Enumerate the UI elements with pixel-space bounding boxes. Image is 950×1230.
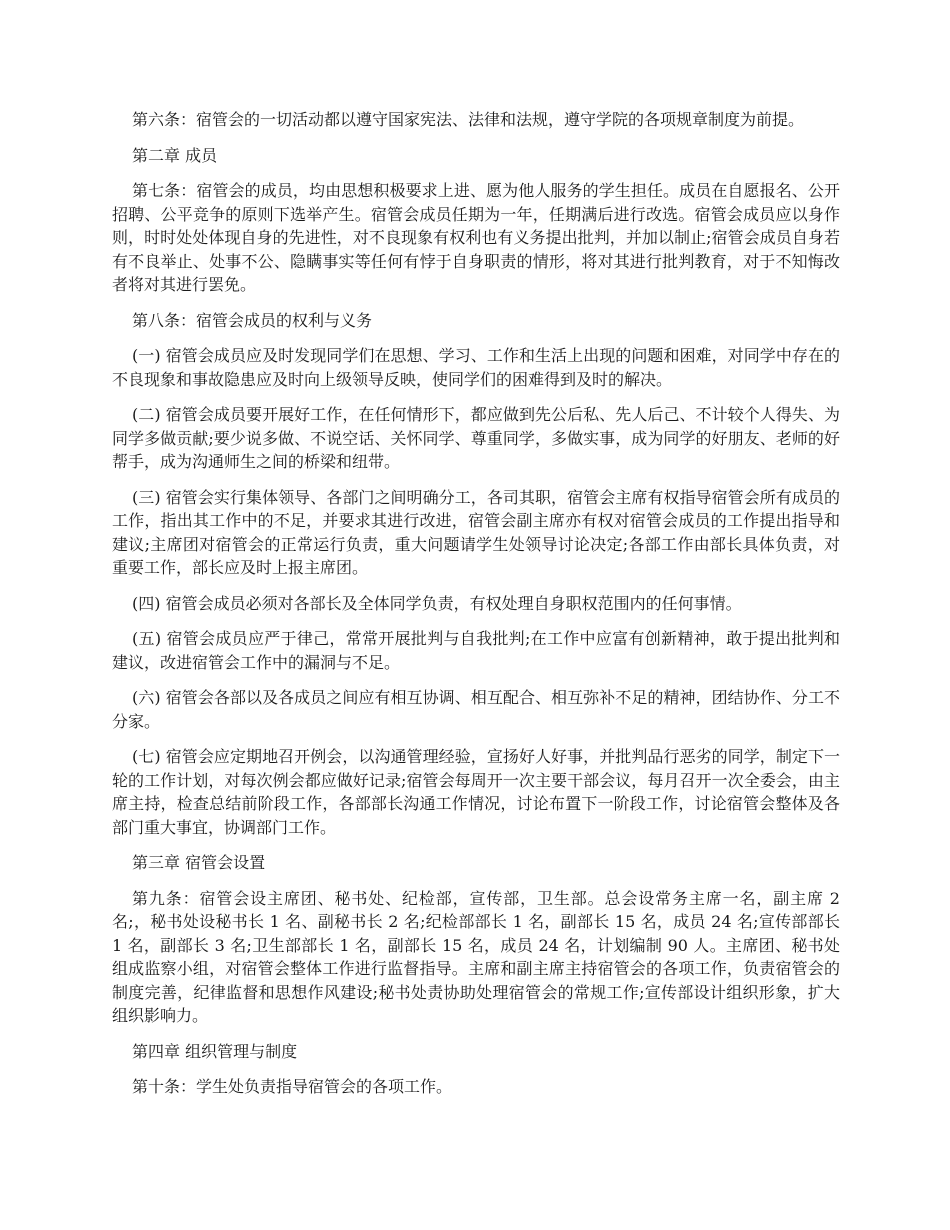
article-6-paragraph: 第六条：宿管会的一切活动都以遵守国家宪法、法律和法规，遵守学院的各项规章制度为前提。 [132, 110, 805, 129]
article-10-paragraph: 第十条：学生处负责指导宿管会的各项工作。 [132, 1077, 453, 1096]
clause-5-paragraph: (五) 宿管会成员应严于律己，常常开展批判与自我批判;在工作中应富有创新精神，敢于提出批判和建议，改进宿管会工作中的漏洞与不足。 [112, 629, 840, 672]
article-8-heading: 第八条：宿管会成员的权利与义务 [132, 310, 373, 330]
clause-2-paragraph: (二) 宿管会成员要开展好工作，在任何情形下，都应做到先公后私、先人后己、不计较个人得失、为同学多做贡献;要少说多做、不说空话、关怀同学、尊重同学，多做实事，成为同学的好朋友、老师的好帮手，成为沟通师生之间的桥梁和纽带。 [112, 405, 840, 471]
chapter-4-heading: 第四章 组织管理与制度 [132, 1041, 298, 1061]
article-7-paragraph: 第七条：宿管会的成员，均由思想积极要求上进、愿为他人服务的学生担任。成员在自愿报名、公开招聘、公平竞争的原则下选举产生。宿管会成员任期为一年，任期满后进行改选。宿管会成员应以身作则，时时处处体现自身的先进性，对不良现象有权利也有义务提出批判，并加以制止;宿管会成员自身若有不良举止、处事不公、隐瞒事实等任何有悖于自身职责的情形，将对其进行批判教育，对于不知悔改者将对其进行罢免。 [112, 181, 840, 294]
clause-1-paragraph: (一) 宿管会成员应及时发现同学们在思想、学习、工作和生活上出现的问题和困难，对同学中存在的不良现象和事故隐患应及时向上级领导反映，使同学们的困难得到及时的解决。 [112, 346, 840, 389]
clause-3-paragraph: (三) 宿管会实行集体领导、各部门之间明确分工，各司其职，宿管会主席有权指导宿管会所有成员的工作，指出其工作中的不足，并要求其进行改进，宿管会副主席亦有权对宿管会成员的工作提出指导和建议;主席团对宿管会的正常运行负责，重大问题请学生处领导讨论决定;各部工作由部长具体负责，对重要工作，部长应及时上报主席团。 [112, 487, 840, 577]
article-9-paragraph: 第九条：宿管会设主席团、秘书处、纪检部，宣传部，卫生部。总会设常务主席一名，副主席 2 名;，秘书处设秘书长 1 名、副秘书长 2 名;纪检部部长 1 名，副部长 15 名，成员 24 名;宣传部部长 1 名，副部长 3 名;卫生部部长 1 名，副部长 15 名，成员 24 名，计划编制 90 人。主席团、秘书处组成监察小组，对宿管会整体工作进行监督指导。主席和副主席主持宿管会的各项工作，负责宿管会的制度完善，纪律监督和思想作风建设;秘书处责协助处理宿管会的常规工作;宣传部设计组织形象，扩大组织影响力。 [112, 888, 840, 1025]
clause-7-paragraph: (七) 宿管会应定期地召开例会，以沟通管理经验，宣扬好人好事，并批判品行恶劣的同学，制定下一轮的工作计划，对每次例会都应做好记录;宿管会每周开一次主要干部会议，每月召开一次全委会，由主席主持，检查总结前阶段工作，各部部长沟通工作情况，讨论布置下一阶段工作，讨论宿管会整体及各部门重大事宜，协调部门工作。 [112, 747, 840, 837]
document-page [112, 108, 840, 1111]
chapter-3-heading: 第三章 宿管会设置 [132, 853, 266, 872]
clause-4-paragraph: (四) 宿管会成员必须对各部长及全体同学负责，有权处理自身职权范围内的任何事情。 [132, 593, 742, 613]
chapter-2-heading: 第二章 成员 [132, 145, 218, 165]
clause-6-paragraph: (六) 宿管会各部以及各成员之间应有相互协调、相互配合、相互弥补不足的精神，团结协作、分工不分家。 [112, 688, 840, 731]
